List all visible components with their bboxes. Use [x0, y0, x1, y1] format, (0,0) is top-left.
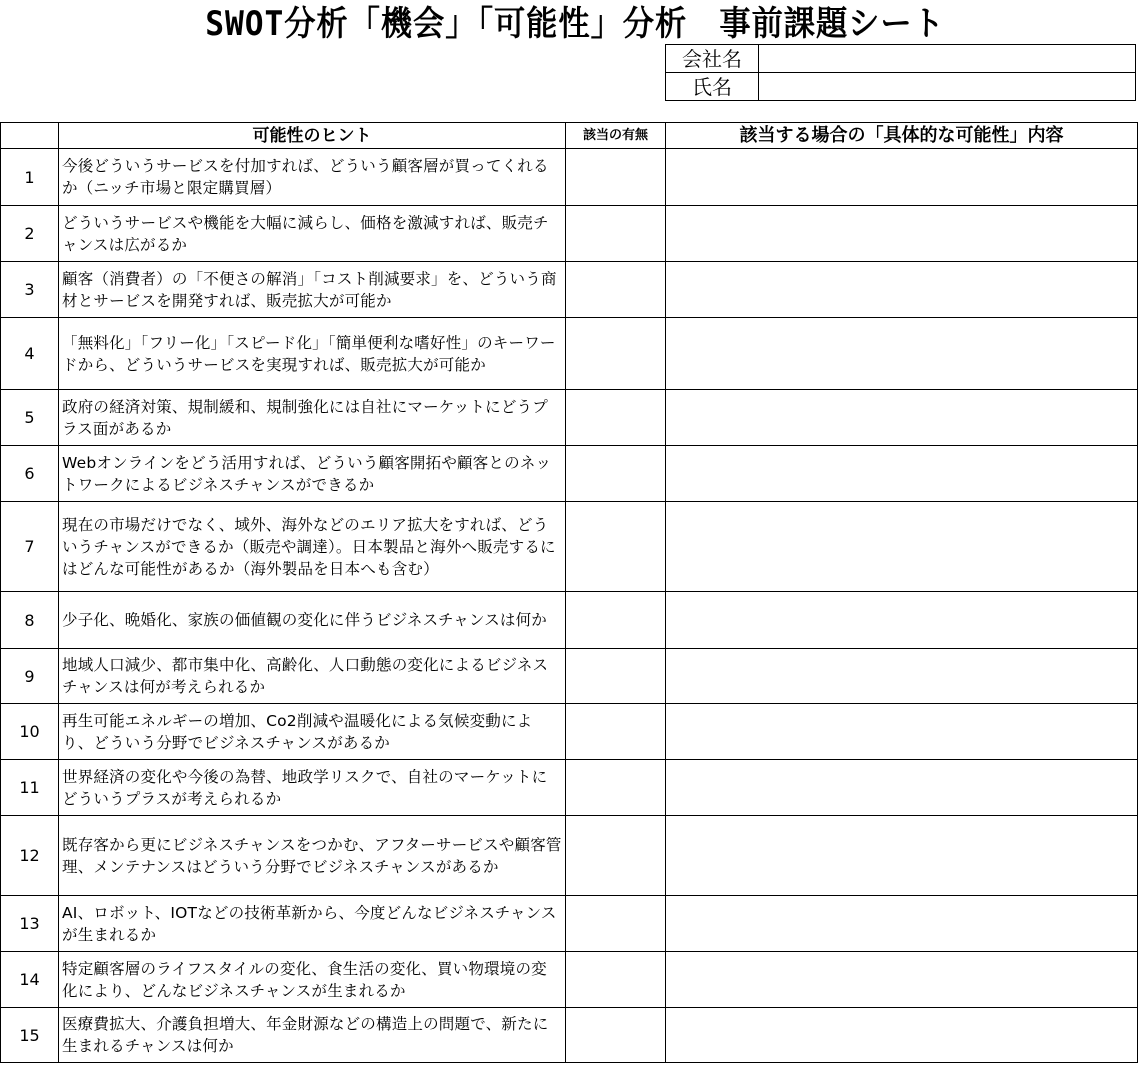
- table-row: [1, 592, 1138, 649]
- row-number: 14: [1, 952, 59, 1008]
- table-row: [1, 390, 1138, 446]
- row-number: 4: [1, 318, 59, 390]
- hint-text: 再生可能エネルギーの増加、Co2削減や温暖化による気候変動により、どういう分野でビジネスチャンスがあるか: [59, 704, 566, 760]
- table-row: [1, 446, 1138, 502]
- hint-text: 顧客（消費者）の「不便さの解消」「コスト削減要求」を、どういう商材とサービスを開発すれば、販売拡大が可能か: [59, 262, 566, 318]
- applicable-cell[interactable]: [566, 896, 666, 952]
- hint-text: AI、ロボット、IOTなどの技術革新から、今度どんなビジネスチャンスが生まれるか: [59, 896, 566, 952]
- detail-cell[interactable]: [666, 446, 1138, 502]
- header-number: [1, 123, 59, 149]
- applicable-cell[interactable]: [566, 502, 666, 592]
- row-number: 11: [1, 760, 59, 816]
- hint-text: 今後どういうサービスを付加すれば、どういう顧客層が買ってくれるか（ニッチ市場と限定購買層）: [59, 149, 566, 206]
- hint-text: 現在の市場だけでなく、域外、海外などのエリア拡大をすれば、どういうチャンスができるか（販売や調達）。日本製品と海外へ販売するにはどんな可能性があるか（海外製品を日本へも含む）: [59, 502, 566, 592]
- hint-text: 特定顧客層のライフスタイルの変化、食生活の変化、買い物環境の変化により、どんなビジネスチャンスが生まれるか: [59, 952, 566, 1008]
- applicable-cell[interactable]: [566, 816, 666, 896]
- table-row: [1, 149, 1138, 206]
- row-number: 8: [1, 592, 59, 649]
- detail-cell[interactable]: [666, 1008, 1138, 1063]
- row-number: 10: [1, 704, 59, 760]
- hint-text: 既存客から更にビジネスチャンスをつかむ、アフターサービスや顧客管理、メンテナンスはどういう分野でビジネスチャンスがあるか: [59, 816, 566, 896]
- row-number: 1: [1, 149, 59, 206]
- detail-cell[interactable]: [666, 816, 1138, 896]
- table-row: [1, 206, 1138, 262]
- table-row: [1, 760, 1138, 816]
- row-number: 15: [1, 1008, 59, 1063]
- respondent-info-box: [665, 44, 1136, 101]
- hint-text: 医療費拡大、介護負担増大、年金財源などの構造上の問題で、新たに生まれるチャンスは何か: [59, 1008, 566, 1063]
- applicable-cell[interactable]: [566, 446, 666, 502]
- row-number: 7: [1, 502, 59, 592]
- header-detail: 該当する場合の「具体的な可能性」内容: [666, 123, 1138, 149]
- table-row: [1, 816, 1138, 896]
- detail-cell[interactable]: [666, 390, 1138, 446]
- detail-cell[interactable]: [666, 262, 1138, 318]
- detail-cell[interactable]: [666, 502, 1138, 592]
- hint-text: 少子化、晩婚化、家族の価値観の変化に伴うビジネスチャンスは何か: [59, 592, 566, 649]
- opportunity-worksheet: [0, 122, 1138, 1063]
- company-name-label: 会社名: [666, 45, 759, 73]
- applicable-cell[interactable]: [566, 592, 666, 649]
- applicable-cell[interactable]: [566, 952, 666, 1008]
- detail-cell[interactable]: [666, 952, 1138, 1008]
- applicable-cell[interactable]: [566, 318, 666, 390]
- detail-cell[interactable]: [666, 896, 1138, 952]
- table-row: [1, 896, 1138, 952]
- hint-text: Webオンラインをどう活用すれば、どういう顧客開拓や顧客とのネットワークによるビジネスチャンスができるか: [59, 446, 566, 502]
- person-name-field[interactable]: [759, 73, 1136, 101]
- applicable-cell[interactable]: [566, 390, 666, 446]
- applicable-cell[interactable]: [566, 649, 666, 704]
- hint-text: 政府の経済対策、規制緩和、規制強化には自社にマーケットにどうプラス面があるか: [59, 390, 566, 446]
- header-row: [1, 123, 1138, 149]
- applicable-cell[interactable]: [566, 262, 666, 318]
- applicable-cell[interactable]: [566, 206, 666, 262]
- detail-cell[interactable]: [666, 760, 1138, 816]
- header-hint: 可能性のヒント: [59, 123, 566, 149]
- table-row: [1, 1008, 1138, 1063]
- table-row: [1, 952, 1138, 1008]
- table-row: [1, 502, 1138, 592]
- hint-text: 「無料化」「フリー化」「スピード化」「簡単便利な嗜好性」のキーワードから、どういうサービスを実現すれば、販売拡大が可能か: [59, 318, 566, 390]
- page-title: SWOT分析「機会」「可能性」分析 事前課題シート: [205, 4, 945, 44]
- applicable-cell[interactable]: [566, 760, 666, 816]
- applicable-cell[interactable]: [566, 704, 666, 760]
- row-number: 2: [1, 206, 59, 262]
- row-number: 3: [1, 262, 59, 318]
- detail-cell[interactable]: [666, 704, 1138, 760]
- table-row: [1, 649, 1138, 704]
- applicable-cell[interactable]: [566, 149, 666, 206]
- row-number: 13: [1, 896, 59, 952]
- person-name-label: 氏名: [666, 73, 759, 101]
- detail-cell[interactable]: [666, 649, 1138, 704]
- hint-text: 地域人口減少、都市集中化、高齢化、人口動態の変化によるビジネスチャンスは何が考えられるか: [59, 649, 566, 704]
- detail-cell[interactable]: [666, 149, 1138, 206]
- table-row: [1, 318, 1138, 390]
- detail-cell[interactable]: [666, 318, 1138, 390]
- row-number: 5: [1, 390, 59, 446]
- detail-cell[interactable]: [666, 592, 1138, 649]
- row-number: 9: [1, 649, 59, 704]
- hint-text: 世界経済の変化や今後の為替、地政学リスクで、自社のマーケットにどういうプラスが考えられるか: [59, 760, 566, 816]
- company-name-field[interactable]: [759, 45, 1136, 73]
- applicable-cell[interactable]: [566, 1008, 666, 1063]
- header-applicable: 該当の有無: [566, 123, 666, 149]
- detail-cell[interactable]: [666, 206, 1138, 262]
- table-row: [1, 262, 1138, 318]
- table-row: [1, 704, 1138, 760]
- row-number: 12: [1, 816, 59, 896]
- row-number: 6: [1, 446, 59, 502]
- hint-text: どういうサービスや機能を大幅に減らし、価格を激減すれば、販売チャンスは広がるか: [59, 206, 566, 262]
